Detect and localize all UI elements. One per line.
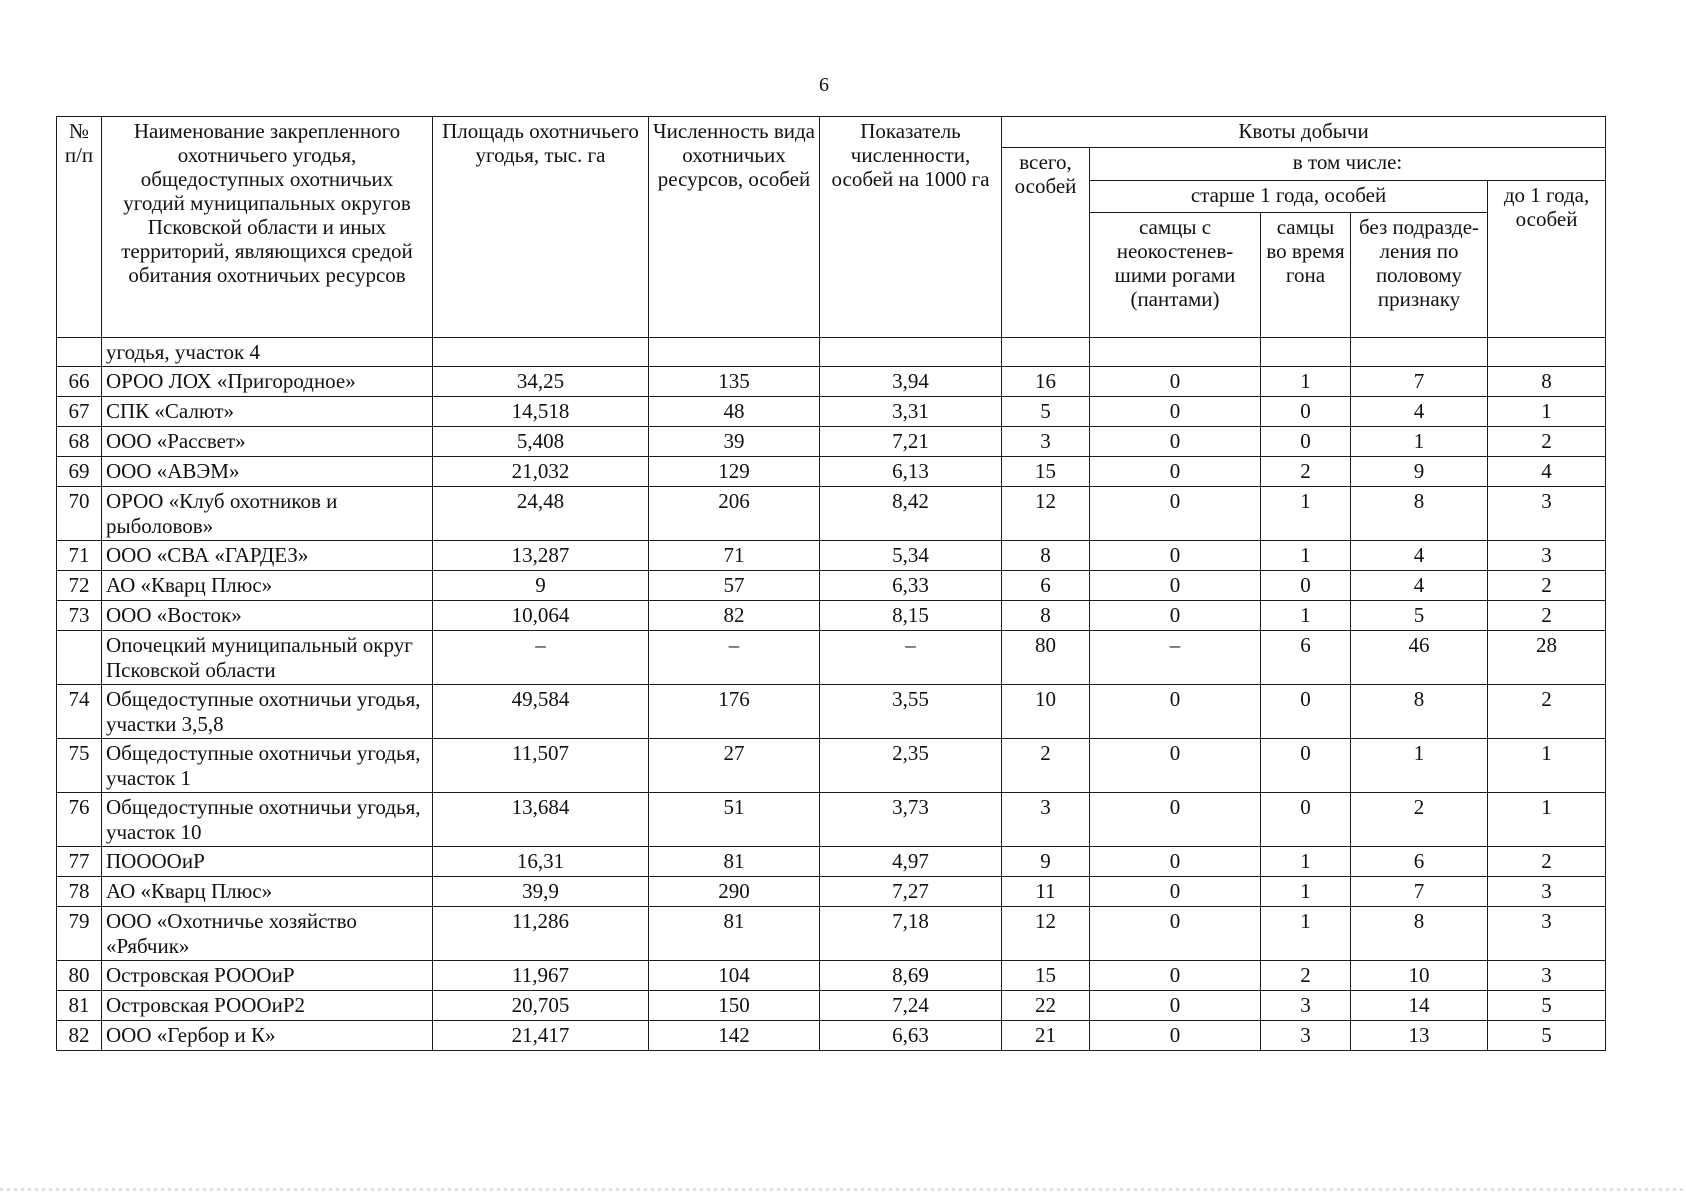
cell-no-sex: 4	[1351, 541, 1488, 571]
cell-no-sex: 9	[1351, 457, 1488, 487]
cell-area: 34,25	[433, 367, 649, 397]
cell-males-rut: 6	[1261, 631, 1351, 685]
cell-num: 73	[57, 601, 102, 631]
cell-name: Общедоступные охотничьи угодья, участки 3,5,8	[102, 685, 433, 739]
cell-under1: 5	[1488, 1021, 1606, 1051]
cell-no-sex: 8	[1351, 907, 1488, 961]
cell-males-velvet: 0	[1090, 739, 1261, 793]
cell-under1: 3	[1488, 877, 1606, 907]
cell-name: Общедоступные охотничьи угодья, участок 10	[102, 793, 433, 847]
cell-males-rut: 1	[1261, 877, 1351, 907]
cell-males-velvet: 0	[1090, 427, 1261, 457]
cell-no-sex: 14	[1351, 991, 1488, 1021]
cell-area: 11,286	[433, 907, 649, 961]
table-row	[57, 367, 1606, 397]
cell-under1: 1	[1488, 793, 1606, 847]
header-males-rut: самцы во время гона	[1261, 213, 1351, 338]
page-number: 6	[819, 74, 829, 96]
cell-males-rut: 3	[1261, 1021, 1351, 1051]
cell-total: 15	[1002, 457, 1090, 487]
cell-males-velvet: 0	[1090, 601, 1261, 631]
cell-num: 67	[57, 397, 102, 427]
header-total: всего, особей	[1002, 148, 1090, 338]
table-header	[57, 117, 1606, 338]
header-under1: до 1 года, особей	[1488, 181, 1606, 338]
cell-area: 20,705	[433, 991, 649, 1021]
table-row	[57, 601, 1606, 631]
cell-area: 39,9	[433, 877, 649, 907]
table-row	[57, 907, 1606, 961]
cell-under1: 1	[1488, 739, 1606, 793]
cell-population: –	[649, 631, 820, 685]
cell-area: 21,032	[433, 457, 649, 487]
cell-males-rut: 1	[1261, 367, 1351, 397]
cell-no-sex: 10	[1351, 961, 1488, 991]
cell-density: 7,27	[820, 877, 1002, 907]
cell-name: ООО «Рассвет»	[102, 427, 433, 457]
cell-under1: 3	[1488, 907, 1606, 961]
cell-name: ПООООиР	[102, 847, 433, 877]
cell-males-velvet: 0	[1090, 907, 1261, 961]
cell-density: 8,15	[820, 601, 1002, 631]
cell-population: 129	[649, 457, 820, 487]
cell-population: 51	[649, 793, 820, 847]
cell-males-velvet: 0	[1090, 877, 1261, 907]
table-row	[57, 793, 1606, 847]
cell-no-sex: 13	[1351, 1021, 1488, 1051]
cell-males-rut: 0	[1261, 397, 1351, 427]
table-row	[57, 487, 1606, 541]
cell-males-rut: 1	[1261, 847, 1351, 877]
cell-males-rut	[1261, 338, 1351, 367]
cell-no-sex: 1	[1351, 427, 1488, 457]
cell-name: ООО «АВЭМ»	[102, 457, 433, 487]
cell-males-rut: 2	[1261, 961, 1351, 991]
cell-area	[433, 338, 649, 367]
scan-edge	[0, 1188, 1686, 1191]
cell-total: 80	[1002, 631, 1090, 685]
cell-under1: 4	[1488, 457, 1606, 487]
cell-name: АО «Кварц Плюс»	[102, 571, 433, 601]
cell-population: 48	[649, 397, 820, 427]
table-row	[57, 541, 1606, 571]
cell-males-rut: 1	[1261, 907, 1351, 961]
cell-population: 39	[649, 427, 820, 457]
cell-population: 27	[649, 739, 820, 793]
cell-males-velvet: 0	[1090, 571, 1261, 601]
cell-density: 6,63	[820, 1021, 1002, 1051]
cell-num: 78	[57, 877, 102, 907]
cell-total: 15	[1002, 961, 1090, 991]
cell-density: 4,97	[820, 847, 1002, 877]
cell-males-rut: 2	[1261, 457, 1351, 487]
cell-no-sex: 8	[1351, 487, 1488, 541]
cell-males-velvet: 0	[1090, 367, 1261, 397]
cell-males-velvet: 0	[1090, 991, 1261, 1021]
cell-no-sex	[1351, 338, 1488, 367]
cell-population: 57	[649, 571, 820, 601]
cell-population: 71	[649, 541, 820, 571]
cell-total: 9	[1002, 847, 1090, 877]
cell-no-sex: 5	[1351, 601, 1488, 631]
cell-density: 7,21	[820, 427, 1002, 457]
table-row	[57, 427, 1606, 457]
table-row	[57, 847, 1606, 877]
cell-under1: 1	[1488, 397, 1606, 427]
table-row	[57, 991, 1606, 1021]
cell-area: 24,48	[433, 487, 649, 541]
cell-no-sex: 46	[1351, 631, 1488, 685]
cell-no-sex: 4	[1351, 397, 1488, 427]
cell-area: –	[433, 631, 649, 685]
cell-males-velvet: 0	[1090, 847, 1261, 877]
cell-under1: 3	[1488, 961, 1606, 991]
header-name: Наименование закрепленного охотничьего угодья, общедоступных охотничьих угодий муниципальных округов Псковской области и иных территорий, являющихся средой обитания охотничьих ресурсов	[102, 117, 433, 338]
header-quota-group: Квоты добычи	[1002, 117, 1606, 148]
cell-area: 10,064	[433, 601, 649, 631]
table-row	[57, 685, 1606, 739]
cell-under1: 5	[1488, 991, 1606, 1021]
cell-total: 6	[1002, 571, 1090, 601]
cell-num: 80	[57, 961, 102, 991]
cell-density: 3,73	[820, 793, 1002, 847]
table-row	[57, 338, 1606, 367]
cell-area: 49,584	[433, 685, 649, 739]
header-males-velvet: самцы с неокостенев-шими рогами (пантами)	[1090, 213, 1261, 338]
cell-under1: 2	[1488, 847, 1606, 877]
cell-num: 69	[57, 457, 102, 487]
cell-total: 2	[1002, 739, 1090, 793]
header-area: Площадь охотничьего угодья, тыс. га	[433, 117, 649, 338]
cell-males-rut: 1	[1261, 541, 1351, 571]
cell-under1: 2	[1488, 571, 1606, 601]
cell-population: 82	[649, 601, 820, 631]
cell-males-velvet: 0	[1090, 1021, 1261, 1051]
cell-name: ОРОО ЛОХ «Пригородное»	[102, 367, 433, 397]
table-row	[57, 739, 1606, 793]
table-row	[57, 571, 1606, 601]
table-row	[57, 877, 1606, 907]
cell-area: 9	[433, 571, 649, 601]
cell-population: 142	[649, 1021, 820, 1051]
cell-name: Общедоступные охотничьи угодья, участок 1	[102, 739, 433, 793]
cell-no-sex: 1	[1351, 739, 1488, 793]
cell-males-rut: 0	[1261, 571, 1351, 601]
cell-name: СПК «Салют»	[102, 397, 433, 427]
cell-num	[57, 338, 102, 367]
cell-area: 14,518	[433, 397, 649, 427]
cell-population	[649, 338, 820, 367]
header-population: Численность вида охотничьих ресурсов, особей	[649, 117, 820, 338]
table-row	[57, 961, 1606, 991]
cell-name: угодья, участок 4	[102, 338, 433, 367]
header-density: Показатель численности, особей на 1000 га	[820, 117, 1002, 338]
cell-density: 3,55	[820, 685, 1002, 739]
header-num: № п/п	[57, 117, 102, 338]
cell-total: 22	[1002, 991, 1090, 1021]
cell-density: 7,24	[820, 991, 1002, 1021]
cell-name: ООО «Восток»	[102, 601, 433, 631]
cell-total: 12	[1002, 907, 1090, 961]
cell-density: 3,94	[820, 367, 1002, 397]
cell-no-sex: 6	[1351, 847, 1488, 877]
cell-num: 70	[57, 487, 102, 541]
cell-males-velvet: 0	[1090, 397, 1261, 427]
cell-population: 81	[649, 847, 820, 877]
cell-no-sex: 7	[1351, 877, 1488, 907]
cell-name: АО «Кварц Плюс»	[102, 877, 433, 907]
cell-num: 75	[57, 739, 102, 793]
cell-total: 3	[1002, 793, 1090, 847]
cell-name: ОРОО «Клуб охотников и рыболовов»	[102, 487, 433, 541]
table-row	[57, 631, 1606, 685]
cell-males-velvet: 0	[1090, 457, 1261, 487]
header-no-sex: без подразде-ления по половому признаку	[1351, 213, 1488, 338]
cell-total: 11	[1002, 877, 1090, 907]
cell-total	[1002, 338, 1090, 367]
cell-no-sex: 4	[1351, 571, 1488, 601]
cell-num: 77	[57, 847, 102, 877]
cell-population: 176	[649, 685, 820, 739]
cell-population: 81	[649, 907, 820, 961]
cell-area: 5,408	[433, 427, 649, 457]
cell-num: 71	[57, 541, 102, 571]
cell-area: 21,417	[433, 1021, 649, 1051]
cell-name: Островская РОООиР2	[102, 991, 433, 1021]
cell-num: 79	[57, 907, 102, 961]
cell-num: 68	[57, 427, 102, 457]
cell-name: ООО «Гербор и К»	[102, 1021, 433, 1051]
cell-name: Островская РОООиР	[102, 961, 433, 991]
cell-males-rut: 0	[1261, 427, 1351, 457]
cell-males-velvet: –	[1090, 631, 1261, 685]
cell-under1: 3	[1488, 487, 1606, 541]
cell-males-velvet	[1090, 338, 1261, 367]
cell-population: 290	[649, 877, 820, 907]
cell-population: 206	[649, 487, 820, 541]
cell-density: 2,35	[820, 739, 1002, 793]
cell-males-rut: 0	[1261, 685, 1351, 739]
cell-density: 8,69	[820, 961, 1002, 991]
cell-density: 7,18	[820, 907, 1002, 961]
cell-num: 81	[57, 991, 102, 1021]
cell-under1: 2	[1488, 427, 1606, 457]
cell-num: 76	[57, 793, 102, 847]
cell-males-rut: 1	[1261, 601, 1351, 631]
cell-total: 5	[1002, 397, 1090, 427]
cell-total: 8	[1002, 601, 1090, 631]
cell-density: 6,33	[820, 571, 1002, 601]
cell-males-velvet: 0	[1090, 541, 1261, 571]
cell-males-velvet: 0	[1090, 685, 1261, 739]
cell-under1: 28	[1488, 631, 1606, 685]
cell-under1: 2	[1488, 685, 1606, 739]
cell-males-rut: 0	[1261, 739, 1351, 793]
cell-density: 5,34	[820, 541, 1002, 571]
cell-males-rut: 1	[1261, 487, 1351, 541]
cell-num	[57, 631, 102, 685]
cell-name: ООО «Охотничье хозяйство «Рябчик»	[102, 907, 433, 961]
cell-name: Опочецкий муниципальный округ Псковской области	[102, 631, 433, 685]
cell-total: 3	[1002, 427, 1090, 457]
cell-density: 6,13	[820, 457, 1002, 487]
cell-density: –	[820, 631, 1002, 685]
cell-no-sex: 8	[1351, 685, 1488, 739]
cell-num: 74	[57, 685, 102, 739]
cell-population: 135	[649, 367, 820, 397]
cell-under1: 2	[1488, 601, 1606, 631]
quota-table	[56, 116, 1606, 1051]
cell-no-sex: 7	[1351, 367, 1488, 397]
table-row	[57, 1021, 1606, 1051]
cell-area: 13,287	[433, 541, 649, 571]
cell-under1: 8	[1488, 367, 1606, 397]
cell-density: 8,42	[820, 487, 1002, 541]
cell-males-velvet: 0	[1090, 487, 1261, 541]
table-row	[57, 457, 1606, 487]
cell-total: 10	[1002, 685, 1090, 739]
cell-males-velvet: 0	[1090, 961, 1261, 991]
table-body	[57, 338, 1606, 1051]
cell-males-rut: 0	[1261, 793, 1351, 847]
table-row	[57, 397, 1606, 427]
cell-name: ООО «СВА «ГАРДЕЗ»	[102, 541, 433, 571]
cell-density: 3,31	[820, 397, 1002, 427]
cell-total: 8	[1002, 541, 1090, 571]
header-including: в том числе:	[1090, 148, 1606, 181]
cell-area: 16,31	[433, 847, 649, 877]
cell-num: 66	[57, 367, 102, 397]
header-older: старше 1 года, особей	[1090, 181, 1488, 213]
cell-population: 150	[649, 991, 820, 1021]
cell-num: 82	[57, 1021, 102, 1051]
cell-area: 11,967	[433, 961, 649, 991]
cell-total: 16	[1002, 367, 1090, 397]
cell-total: 21	[1002, 1021, 1090, 1051]
cell-under1: 3	[1488, 541, 1606, 571]
cell-no-sex: 2	[1351, 793, 1488, 847]
cell-population: 104	[649, 961, 820, 991]
cell-area: 11,507	[433, 739, 649, 793]
cell-density	[820, 338, 1002, 367]
cell-males-velvet: 0	[1090, 793, 1261, 847]
cell-males-rut: 3	[1261, 991, 1351, 1021]
cell-under1	[1488, 338, 1606, 367]
cell-num: 72	[57, 571, 102, 601]
cell-area: 13,684	[433, 793, 649, 847]
cell-total: 12	[1002, 487, 1090, 541]
